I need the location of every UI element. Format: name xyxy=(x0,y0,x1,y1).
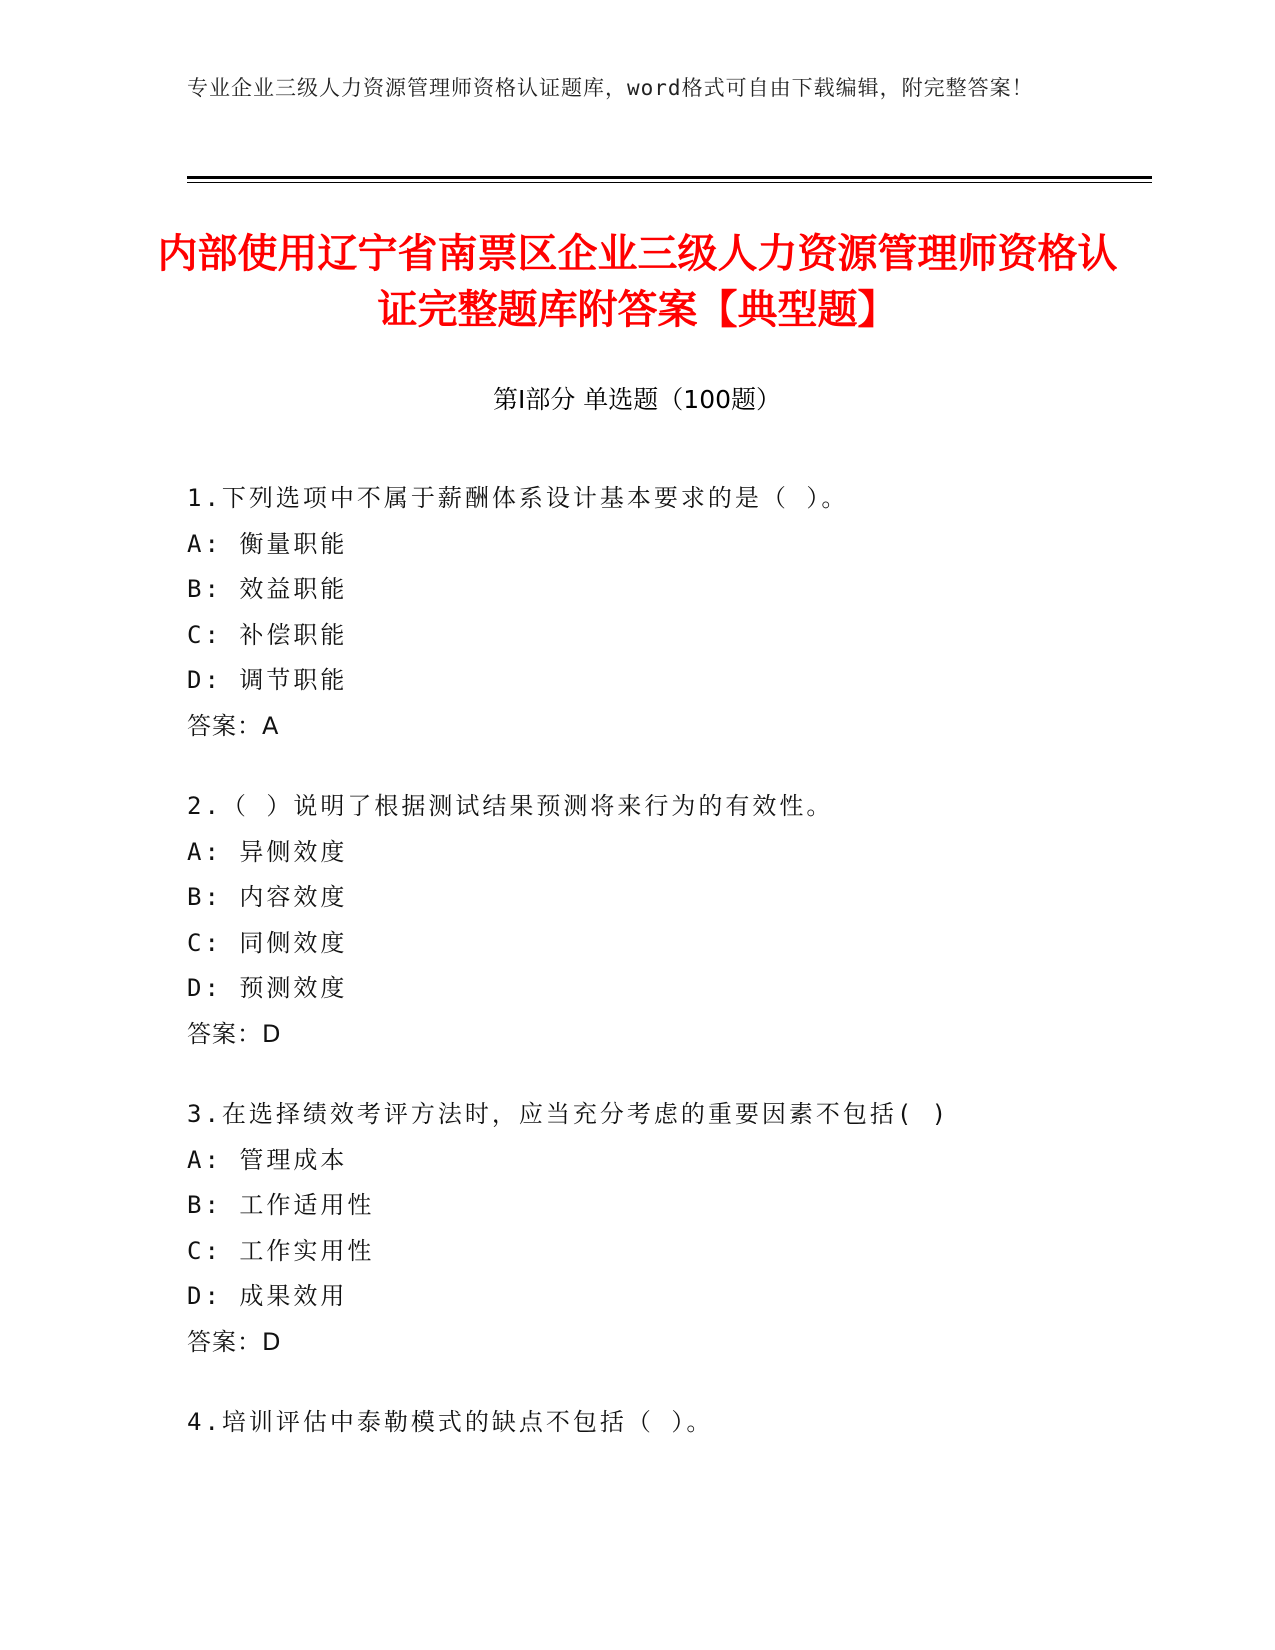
option-b: B: 工作适用性 xyxy=(187,1191,375,1219)
question-stem: 2.（ ）说明了根据测试结果预测将来行为的有效性。 xyxy=(187,792,834,820)
option-a: A: 衡量职能 xyxy=(187,529,348,558)
option-b: B: 效益职能 xyxy=(187,575,348,603)
question-stem: 1.下列选项中不属于薪酬体系设计基本要求的是（ ）。 xyxy=(187,484,849,512)
option-d: D: 成果效用 xyxy=(187,1282,348,1310)
question-stem: 3.在选择绩效考评方法时，应当充分考虑的重要因素不包括( ) xyxy=(187,1100,950,1128)
option-b: B: 内容效度 xyxy=(187,883,348,911)
option-a: A: 异侧效度 xyxy=(187,837,348,866)
option-c: C: 工作实用性 xyxy=(187,1236,375,1265)
header-rule-thin xyxy=(187,182,1152,183)
question-3 xyxy=(187,1092,1107,1365)
answer: 答案：A xyxy=(187,711,280,740)
option-a: A: 管理成本 xyxy=(187,1145,348,1174)
header-note: 专业企业三级人力资源管理师资格认证题库，word格式可自由下载编辑，附完整答案！ xyxy=(187,76,1034,100)
option-d: D: 预测效度 xyxy=(187,974,348,1002)
question-list xyxy=(187,476,1107,1481)
question-2 xyxy=(187,784,1107,1057)
question-stem: 4.培训评估中泰勒模式的缺点不包括（ ）。 xyxy=(187,1408,714,1436)
option-d: D: 调节职能 xyxy=(187,666,348,694)
option-c: C: 同侧效度 xyxy=(187,928,348,957)
question-1 xyxy=(187,476,1107,749)
answer: 答案：D xyxy=(187,1327,282,1356)
document-title: 内部使用辽宁省南票区企业三级人力资源管理师资格认证完整题库附答案【典型题】 xyxy=(157,231,1118,333)
option-c: C: 补偿职能 xyxy=(187,620,348,649)
header-rule-thick xyxy=(187,176,1152,179)
answer: 答案：D xyxy=(187,1019,282,1048)
question-4 xyxy=(187,1400,1107,1446)
section-heading: 第Ⅰ部分 单选题（100题） xyxy=(492,385,782,414)
